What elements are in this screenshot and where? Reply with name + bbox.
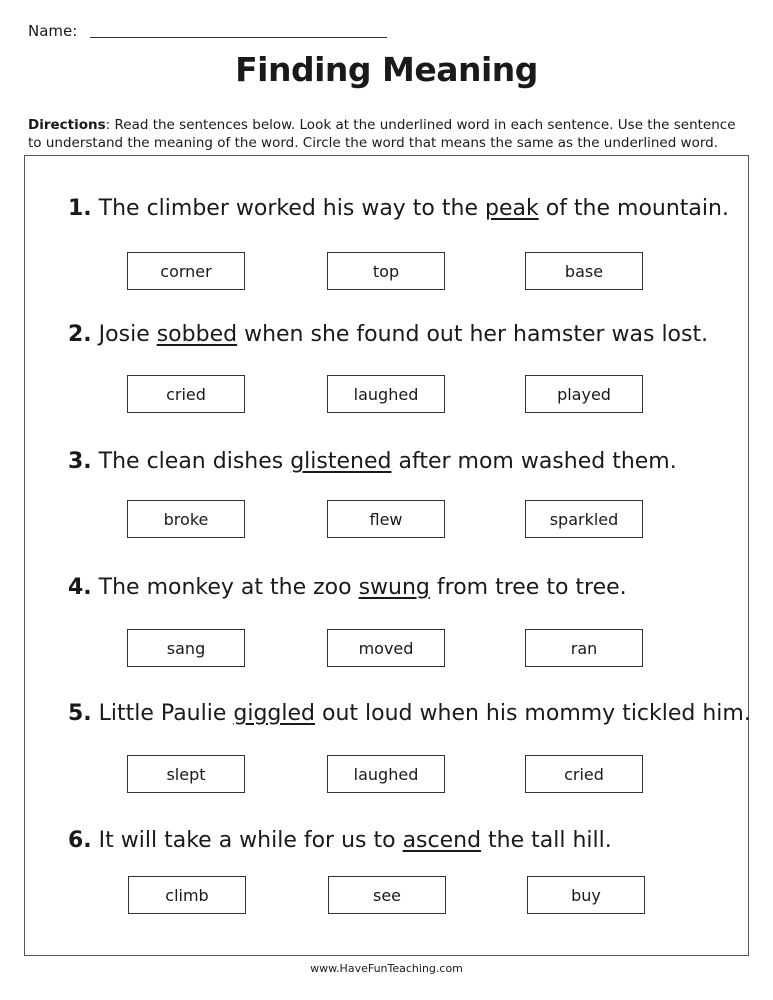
directions-label: Directions — [28, 117, 106, 133]
question-4 — [68, 575, 627, 600]
question-text-after: out loud when his mommy tickled him. — [315, 701, 751, 726]
name-field[interactable] — [90, 37, 387, 38]
answer-option[interactable]: corner — [127, 252, 245, 290]
question-text-before: Josie — [91, 322, 157, 347]
answer-option[interactable]: buy — [527, 876, 645, 914]
underlined-word: swung — [358, 575, 430, 600]
footer-site: www.HaveFunTeaching.com — [310, 962, 463, 975]
question-text-after: from tree to tree. — [429, 575, 627, 600]
answer-option[interactable]: ran — [525, 629, 643, 667]
answer-option[interactable]: sparkled — [525, 500, 643, 538]
answer-option[interactable]: slept — [127, 755, 245, 793]
question-number: 1. — [68, 196, 92, 221]
question-text-before: The climber worked his way to the — [91, 196, 485, 221]
question-text-after: the tall hill. — [481, 828, 612, 853]
question-number: 4. — [68, 575, 92, 600]
question-6 — [68, 828, 612, 853]
answer-option[interactable]: base — [525, 252, 643, 290]
question-number: 2. — [68, 322, 92, 347]
answer-option[interactable]: climb — [128, 876, 246, 914]
directions-text: : Read the sentences below. Look at the underlined word in each sentence. Use the sentence to understand the meaning of the word. Circle the word that means the same as the underlined word. — [28, 117, 736, 151]
question-text-after: when she found out her hamster was lost. — [237, 322, 709, 347]
answer-option[interactable]: broke — [127, 500, 245, 538]
question-text-after: after mom washed them. — [391, 449, 677, 474]
answer-option[interactable]: moved — [327, 629, 445, 667]
question-number: 6. — [68, 828, 92, 853]
answer-option[interactable]: flew — [327, 500, 445, 538]
underlined-word: glistened — [290, 449, 392, 474]
question-text-after: of the mountain. — [538, 196, 729, 221]
underlined-word: giggled — [233, 701, 316, 726]
underlined-word: sobbed — [156, 322, 238, 347]
underlined-word: ascend — [402, 828, 482, 853]
question-number: 5. — [68, 701, 92, 726]
question-number: 3. — [68, 449, 92, 474]
underlined-word: peak — [485, 196, 539, 221]
answer-option[interactable]: see — [328, 876, 446, 914]
question-text-before: The monkey at the zoo — [91, 575, 359, 600]
page-title: Finding Meaning — [235, 50, 538, 89]
answer-option[interactable]: sang — [127, 629, 245, 667]
answer-option[interactable]: played — [525, 375, 643, 413]
question-text-before: The clean dishes — [91, 449, 291, 474]
question-1 — [68, 196, 729, 221]
name-label: Name: — [28, 22, 78, 40]
question-5 — [68, 701, 751, 726]
answer-option[interactable]: laughed — [327, 755, 445, 793]
question-2 — [68, 322, 708, 347]
directions — [28, 116, 748, 152]
question-text-before: Little Paulie — [91, 701, 234, 726]
answer-option[interactable]: top — [327, 252, 445, 290]
question-3 — [68, 449, 677, 474]
answer-option[interactable]: cried — [525, 755, 643, 793]
answer-option[interactable]: laughed — [327, 375, 445, 413]
answer-option[interactable]: cried — [127, 375, 245, 413]
question-text-before: It will take a while for us to — [91, 828, 403, 853]
